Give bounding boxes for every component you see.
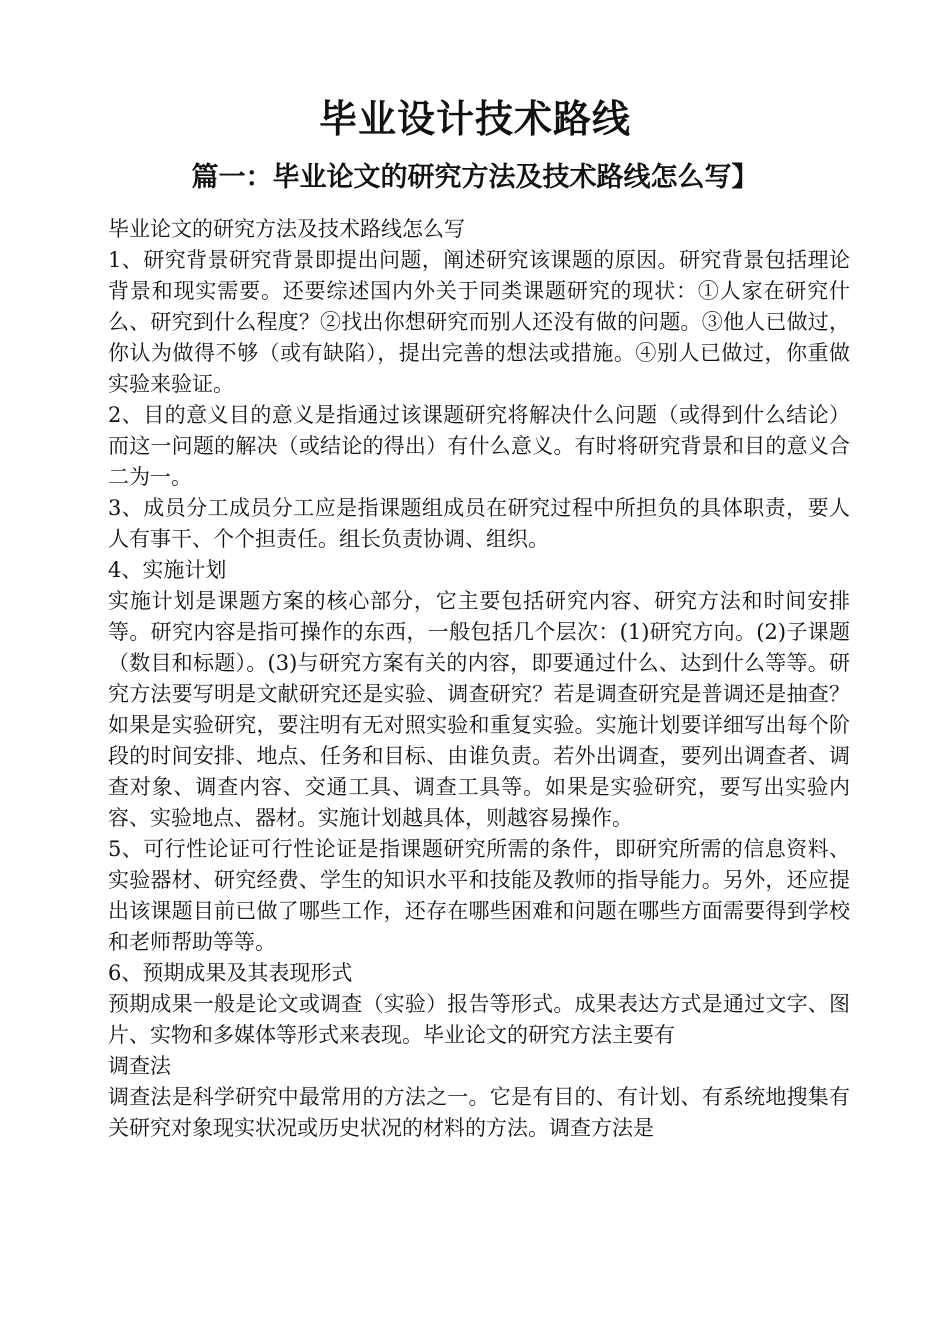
- paragraph-results: 预期成果一般是论文或调查（实验）报告等形式。成果表达方式是通过文字、图片、实物和多媒体等形式来表现。毕业论文的研究方法主要有: [108, 992, 850, 1047]
- paragraph-survey: 调查法是科学研究中最常用的方法之一。它是有目的、有计划、有系统地搜集有关研究对象现实状况或历史状况的材料的方法。调查方法是: [108, 1085, 850, 1140]
- paragraph-heading: 毕业论文的研究方法及技术路线怎么写: [108, 217, 465, 241]
- paragraph-survey-heading: 调查法: [108, 1054, 171, 1078]
- document-subtitle: 篇一：毕业论文的研究方法及技术路线怎么写】: [191, 162, 759, 193]
- paragraph-plan-heading: 4、实施计划: [108, 558, 227, 582]
- document-title: 毕业设计技术路线: [318, 96, 631, 141]
- paragraph-division: 3、成员分工成员分工应是指课题组成员在研究过程中所担负的具体职责，要人人有事干、个个担责任。组长负责协调、组织。: [108, 496, 850, 551]
- paragraph-plan: 实施计划是课题方案的核心部分，它主要包括研究内容、研究方法和时间安排等。研究内容是指可操作的东西，一般包括几个层次：(1)研究方向。(2)子课题（数目和标题）。(3)与研究方案有关的内容，即要通过什么、达到什么等等。研究方法要写明是文献研究还是实验、调查研究？若是调查研究是普调还是抽查？如果是实验研究，要注明有无对照实验和重复实验。实施计划要详细写出每个阶段的时间安排、地点、任务和目标、由谁负责。若外出调查，要列出调查者、调查对象、调查内容、交通工具、调查工具等。如果是实验研究，要写出实验内容、实验地点、器材。实施计划越具体，则越容易操作。: [108, 589, 850, 830]
- paragraph-background: 1、研究背景研究背景即提出问题，阐述研究该课题的原因。研究背景包括理论背景和现实需要。还要综述国内外关于同类课题研究的现状：①人家在研究什么、研究到什么程度？②找出你想研究而别人还没有做的问题。③他人已做过，你认为做得不够（或有缺陷），提出完善的想法或措施。④别人已做过，你重做实验来验证。: [108, 248, 850, 396]
- paragraph-feasibility: 5、可行性论证可行性论证是指课题研究所需的条件，即研究所需的信息资料、实验器材、研究经费、学生的知识水平和技能及教师的指导能力。另外，还应提出该课题目前已做了哪些工作，还存在哪些困难和问题在哪些方面需要得到学校和老师帮助等等。: [108, 837, 850, 954]
- document-body: [108, 214, 850, 1144]
- paragraph-results-heading: 6、预期成果及其表现形式: [108, 961, 353, 985]
- paragraph-purpose: 2、目的意义目的意义是指通过该课题研究将解决什么问题（或得到什么结论）而这一问题的解决（或结论的得出）有什么意义。有时将研究背景和目的意义合二为一。: [108, 403, 850, 489]
